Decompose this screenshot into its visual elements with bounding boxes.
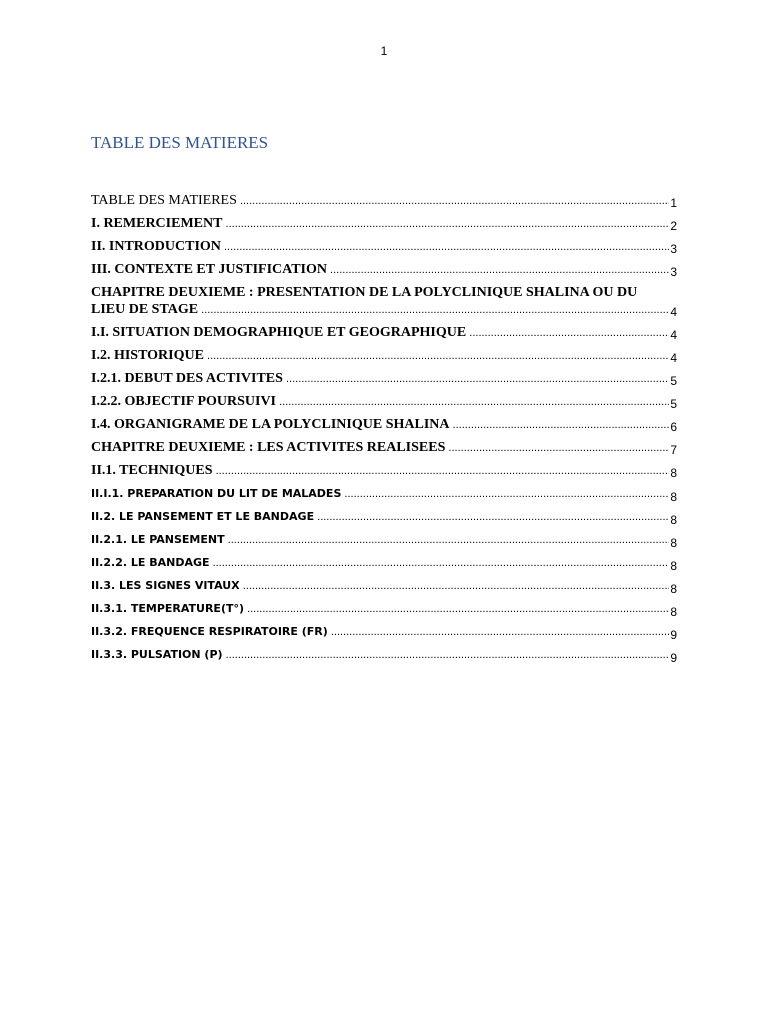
toc-entry-title: I. REMERCIEMENT ..... <box>91 216 677 231</box>
toc-entry-pulsation[interactable] <box>91 648 677 665</box>
toc-entry-page: 8 <box>670 513 677 527</box>
toc-entry-temperature[interactable] <box>91 602 677 619</box>
toc-entry-title: I.I. SITUATION DEMOGRAPHIQUE ET GEOGRAPHIQUE ..... <box>91 325 677 340</box>
page-number: 1 <box>380 44 388 58</box>
table-of-contents <box>91 193 677 671</box>
toc-entry-historique[interactable] <box>91 348 677 365</box>
toc-entry-page: 8 <box>670 466 677 480</box>
toc-entry-page: 6 <box>670 420 677 434</box>
toc-entry-organigrame[interactable] <box>91 417 677 434</box>
toc-entry-title-line1: CHAPITRE DEUXIEME : PRESENTATION DE LA POLYCLINIQUE SHALINA OU DU <box>91 285 638 300</box>
toc-heading: TABLE DES MATIERES <box>91 133 269 152</box>
toc-entry-remerciement[interactable] <box>91 216 677 233</box>
toc-entry-table-des-matieres[interactable] <box>91 193 677 210</box>
toc-entry-chapitre-activites[interactable] <box>91 440 677 457</box>
toc-entry-page: 7 <box>670 443 677 457</box>
toc-entry-title: II.I.1. PREPARATION DU LIT DE MALADES ..... <box>91 487 677 500</box>
toc-entry-page: 5 <box>670 397 677 411</box>
toc-entry-title: II.2. LE PANSEMENT ET LE BANDAGE ..... <box>91 510 677 523</box>
toc-entry-pansement-bandage[interactable] <box>91 510 677 527</box>
toc-entry-chapitre-presentation[interactable] <box>91 285 677 319</box>
toc-entry-title: III. CONTEXTE ET JUSTIFICATION ..... <box>91 262 677 277</box>
toc-entry-title: II.1. TECHNIQUES ..... <box>91 463 677 478</box>
toc-entry-title: TABLE DES MATIERES ..... <box>91 193 677 208</box>
toc-entry-page: 4 <box>670 305 677 319</box>
toc-entry-page: 8 <box>670 559 677 573</box>
toc-entry-page: 5 <box>670 374 677 388</box>
toc-entry-objectif[interactable] <box>91 394 677 411</box>
toc-entry-frequence-respiratoire[interactable] <box>91 625 677 642</box>
toc-entry-title: II.3.1. TEMPERATURE(T°) ..... <box>91 602 677 615</box>
toc-entry-title: CHAPITRE DEUXIEME : LES ACTIVITES REALISEES ..... <box>91 440 677 455</box>
toc-entry-page: 3 <box>670 265 677 279</box>
toc-entry-page: 8 <box>670 490 677 504</box>
toc-entry-title: II.3. LES SIGNES VITAUX ..... <box>91 579 677 592</box>
toc-entry-title: I.2.2. OBJECTIF POURSUIVI ..... <box>91 394 677 409</box>
toc-entry-page: 9 <box>670 651 677 665</box>
toc-entry-page: 3 <box>670 242 677 256</box>
toc-entry-title: II.3.2. FREQUENCE RESPIRATOIRE (FR) ..... <box>91 625 677 638</box>
toc-entry-page: 1 <box>670 196 677 210</box>
toc-entry-title: II.2.1. LE PANSEMENT ..... <box>91 533 677 546</box>
toc-entry-title: I.2. HISTORIQUE ..... <box>91 348 677 363</box>
toc-entry-preparation-lit[interactable] <box>91 487 677 504</box>
toc-entry-page: 8 <box>670 582 677 596</box>
toc-entry-bandage[interactable] <box>91 556 677 573</box>
toc-entry-debut-activites[interactable] <box>91 371 677 388</box>
toc-entry-title: I.2.1. DEBUT DES ACTIVITES ..... <box>91 371 677 386</box>
toc-entry-signes-vitaux[interactable] <box>91 579 677 596</box>
toc-entry-page: 8 <box>670 605 677 619</box>
toc-entry-title: II. INTRODUCTION ..... <box>91 239 677 254</box>
toc-entry-page: 4 <box>670 328 677 342</box>
toc-entry-contexte[interactable] <box>91 262 677 279</box>
toc-entry-techniques[interactable] <box>91 463 677 480</box>
toc-entry-page: 4 <box>670 351 677 365</box>
toc-entry-title: II.3.3. PULSATION (P) ..... <box>91 648 677 661</box>
toc-entry-title: II.2.2. LE BANDAGE ..... <box>91 556 677 569</box>
toc-entry-page: 8 <box>670 536 677 550</box>
toc-entry-title-line2: LIEU DE STAGE ..... <box>91 302 677 317</box>
toc-entry-title: I.4. ORGANIGRAME DE LA POLYCLINIQUE SHALINA ..... <box>91 417 677 432</box>
toc-entry-page: 2 <box>670 219 677 233</box>
toc-entry-introduction[interactable] <box>91 239 677 256</box>
toc-entry-situation[interactable] <box>91 325 677 342</box>
toc-entry-page: 9 <box>670 628 677 642</box>
toc-entry-title-line2-wrap <box>91 302 677 319</box>
toc-entry-pansement[interactable] <box>91 533 677 550</box>
